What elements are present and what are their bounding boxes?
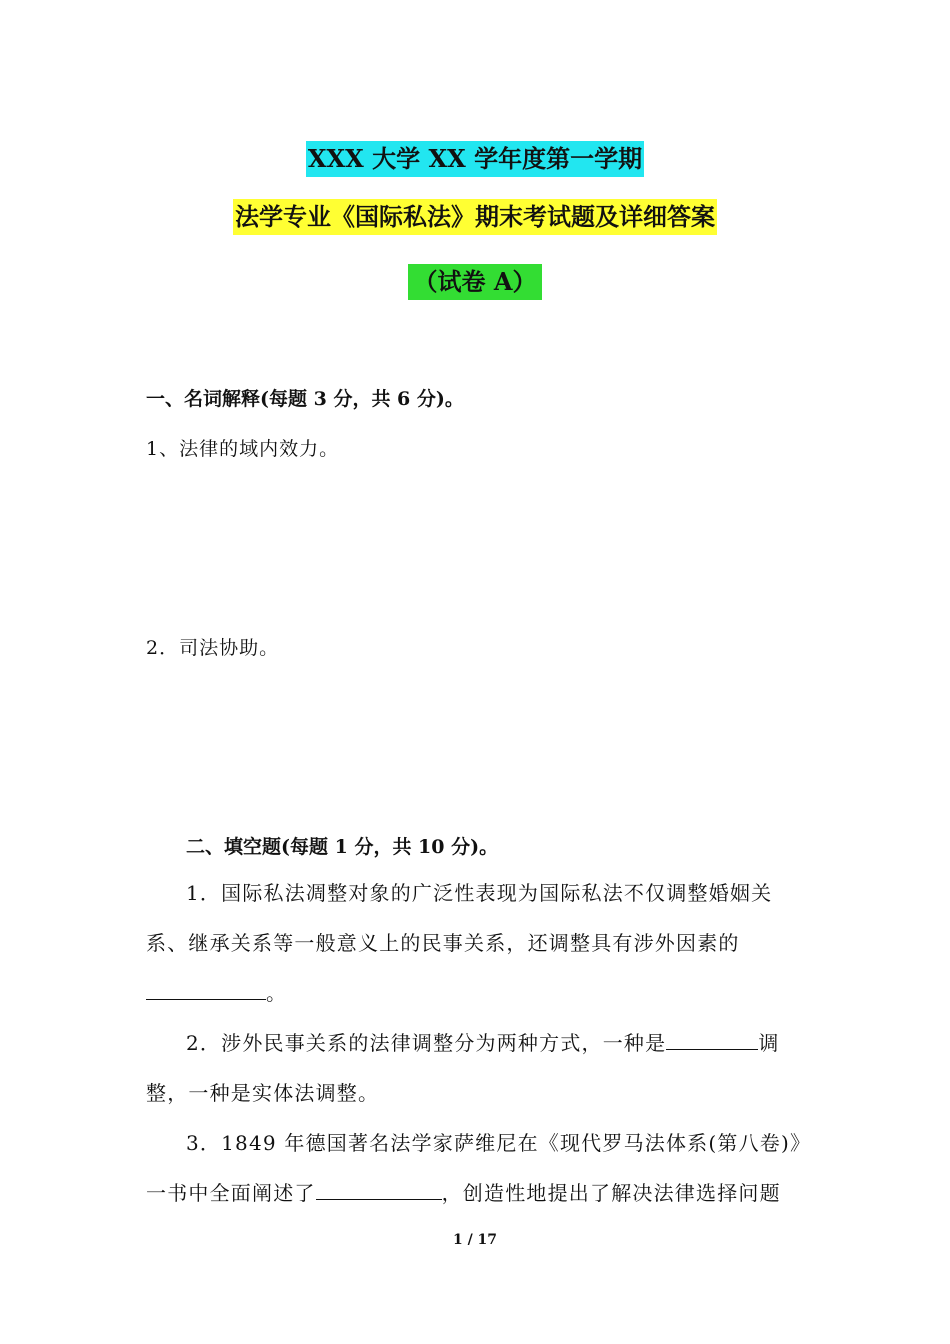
- section1-question-1: 1、法律的域内效力。: [146, 438, 340, 460]
- fill-question-3-end: ，创造性地提出了解决法律选择问题: [441, 1181, 781, 1205]
- exam-title-line3: [0, 264, 950, 300]
- fill-question-1-end: 。: [266, 981, 288, 1005]
- fill-question-2: [146, 1018, 814, 1118]
- section1-question-2: 2．司法协助。: [146, 637, 280, 659]
- title-university-term: XXX 大学 XX 学年度第一学期: [306, 141, 644, 177]
- answer-blank-2[interactable]: [666, 1027, 758, 1050]
- fill-question-1: [146, 868, 814, 1018]
- fill-question-3-text: 3．1849 年德国著名法学家萨维尼在《现代罗马法体系(第八卷)》一书中全面阐述了: [146, 1131, 812, 1205]
- section1-heading: 一、名词解释(每题 3 分，共 6 分)。: [146, 388, 464, 410]
- title-paper-version: （试卷 A）: [408, 264, 543, 300]
- page-number: 1 / 17: [452, 1232, 498, 1248]
- title-course-name: 法学专业《国际私法》期末考试题及详细答案: [233, 199, 717, 235]
- answer-blank-1[interactable]: [146, 977, 266, 1000]
- exam-title-line1: [0, 141, 950, 177]
- fill-question-3: [146, 1118, 814, 1218]
- section2-heading: 二、填空题(每题 1 分，共 10 分)。: [186, 836, 499, 858]
- fill-question-2-text: 2．涉外民事关系的法律调整分为两种方式，一种是: [186, 1031, 667, 1055]
- fill-question-1-text: 1．国际私法凋整对象的广泛性表现为国际私法不仅调整婚姻关系、继承关系等一般意义上的民事关系，还调整具有涉外因素的: [146, 881, 773, 955]
- answer-blank-3[interactable]: [316, 1177, 442, 1200]
- section2-questions: [146, 868, 814, 1218]
- fill-question-2-end: 调整，一种是实体法调整。: [146, 1031, 780, 1105]
- exam-title-line2: [0, 199, 950, 235]
